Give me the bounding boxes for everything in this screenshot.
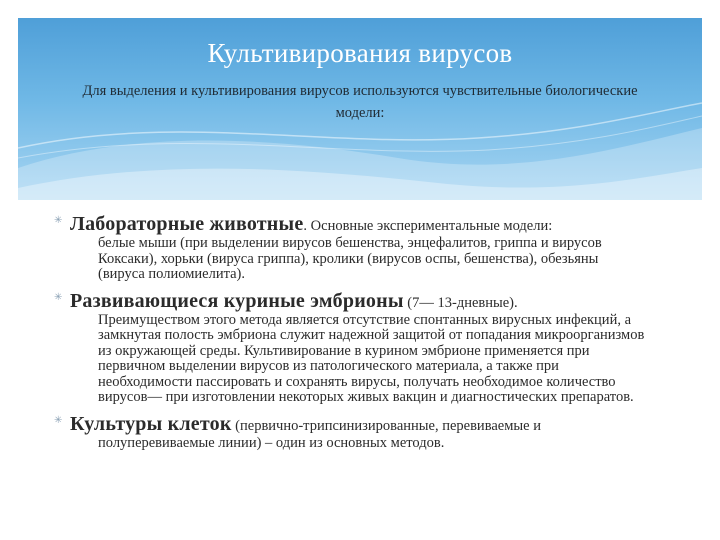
list-item — [54, 412, 648, 452]
star-bullet-icon: ✳ — [54, 414, 63, 426]
item-body: Преимуществом этого метода является отсутствие спонтанных вирусных инфекций, а замкнутая полость эмбриона служит надежной защитой от попадания микроорганизмов из окружающей среды. Культивирование в курином эмбрионе применяется при первичном выделении вирусов из патологического материала, а также при необходимости пассировать и сохранять вирусы, получать необходимое количество вирусов— при изготовлении некоторых живых вакцин и диагностических препаратов. — [98, 311, 645, 405]
item-lead-suffix: . Основные экспериментальные модели: — [303, 218, 553, 234]
item-lead-suffix: (7— 13-дневные). — [403, 294, 518, 311]
slide-title: Культивирования вирусов — [207, 38, 513, 68]
header-banner — [18, 18, 702, 200]
item-lead: Развивающиеся куриные эмбрионы — [70, 289, 404, 312]
item-lead: Лабораторные животные — [70, 213, 304, 235]
list-item — [54, 289, 648, 406]
item-heading — [70, 412, 648, 438]
item-heading — [70, 289, 648, 315]
list-item — [54, 212, 648, 283]
item-lead-suffix: (первично-трипсинизированные, перевиваемые и — [231, 417, 541, 434]
star-bullet-icon: ✳ — [54, 215, 63, 226]
item-body: полуперевиваемые линии) – один из основных методов. — [98, 434, 445, 451]
item-lead: Культуры клеток — [70, 412, 232, 435]
star-bullet-icon: ✳ — [54, 291, 63, 303]
bullet-list — [54, 212, 648, 457]
item-body: белые мыши (при выделении вирусов бешенства, энцефалитов, гриппа и вирусов Коксаки), хорьки (вируса гриппа), кролики (вирусов оспы, бешенства), обезьяны (вируса полиомиелита). — [98, 235, 602, 282]
slide-subtitle: Для выделения и культивирования вирусов используются чувствительные биологические модели: — [82, 83, 638, 121]
